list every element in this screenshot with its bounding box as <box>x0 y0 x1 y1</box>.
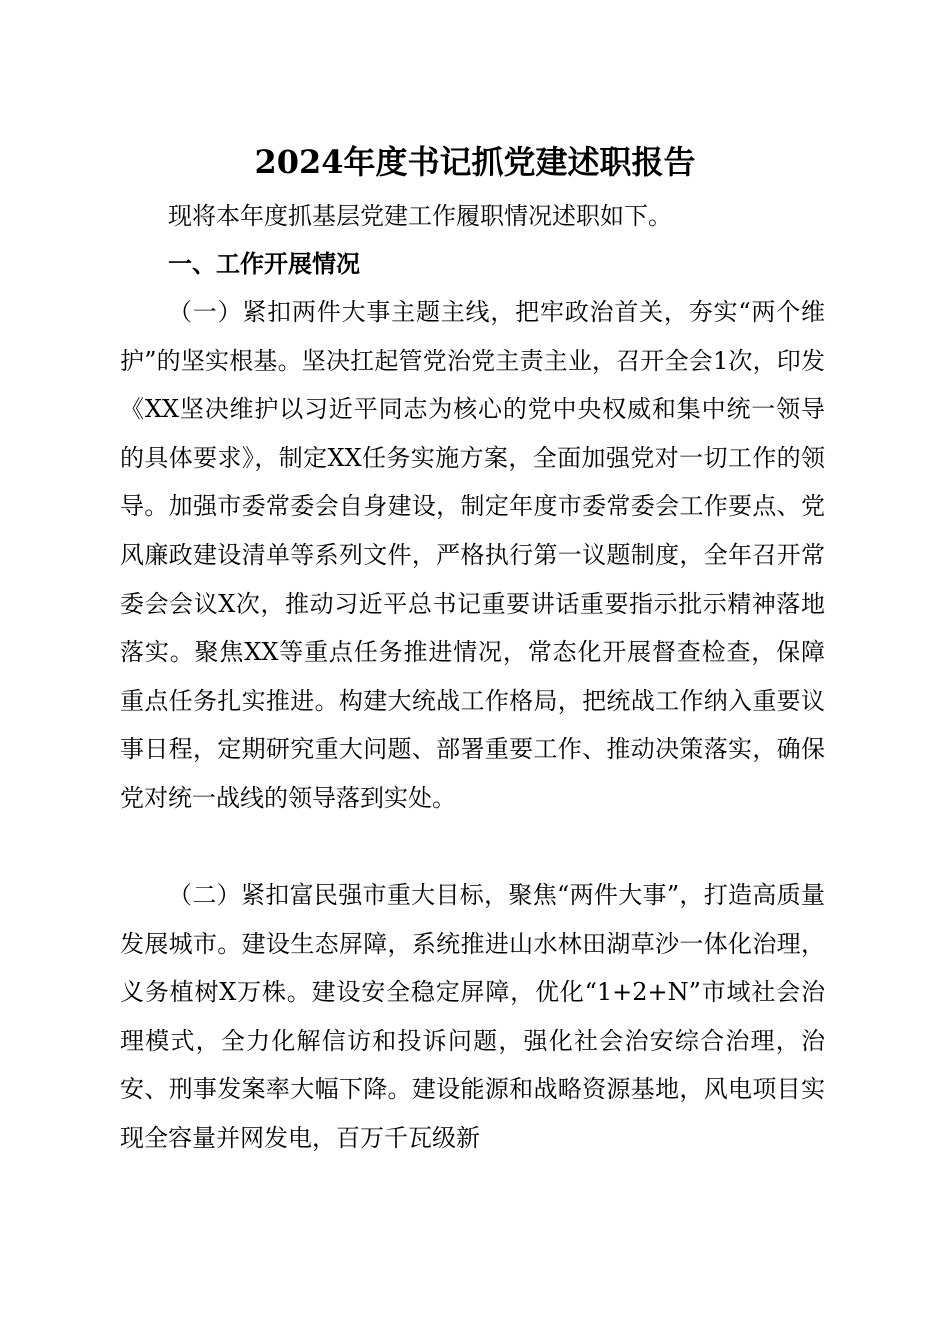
intro-paragraph: 现将本年度抓基层党建工作履职情况述职如下。 <box>168 202 672 230</box>
paragraph-1: （一）紧扣两件大事主题主线，把牢政治首关，夯实“两个维护”的坚实根基。坚决扛起管党治党主责主业，召开全会1次，印发《XX坚决维护以习近平同志为核心的党中央权威和集中统一领导的具体要求》，制定XX任务实施方案，全面加强党对一切工作的领导。加强市委常委会自身建设，制定年度市委常委会工作要点、党风廉政建设清单等系列文件，严格执行第一议题制度，全年召开常委会会议X次，推动习近平总书记重要讲话重要指示批示精神落地落实。聚焦XX等重点任务推进情况，常态化开展督查检查，保障重点任务扎实推进。构建大统战工作格局，把统战工作纳入重要议事日程，定期研究重大问题、部署重要工作、推动决策落实，确保党对统一战线的领导落到实处。 <box>120 298 825 812</box>
document-title: 2024年度书记抓党建述职报告 <box>254 143 696 181</box>
section-heading: 一、工作开展情况 <box>168 250 360 278</box>
paragraph-2: （二）紧扣富民强市重大目标，聚焦“两件大事”，打造高质量发展城市。建设生态屏障，系统推进山水林田湖草沙一体化治理，义务植树X万株。建设安全稳定屏障，优化“1+2+N”市域社会治理模式，全力化解信访和投诉问题，强化社会治安综合治理，治安、刑事发案率大幅下降。建设能源和战略资源基地，风电项目实现全容量并网发电，百万千瓦级新 <box>120 881 825 1152</box>
